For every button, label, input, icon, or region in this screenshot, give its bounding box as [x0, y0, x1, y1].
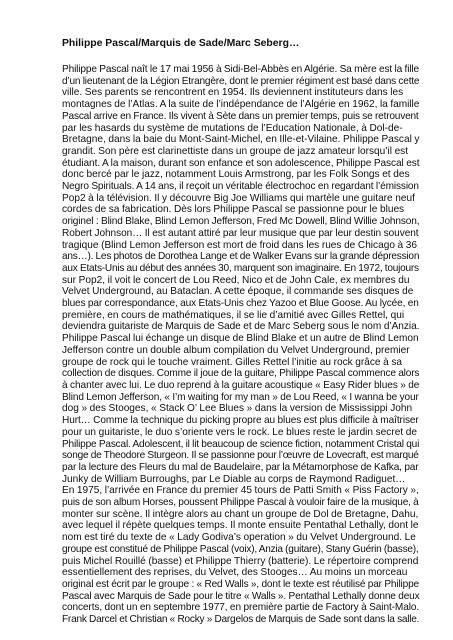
body-line: d’un lieutenant de la Légion Etrangère, dont le premier régiment est basé dans cette [62, 75, 420, 87]
body-line: aux Etats-Unis au début des années 30, marquent son imaginaire. En 1972, toujours [62, 262, 419, 274]
body-line: groupe est constitué de Philippe Pascal (voix), Anzia (guitare), Stany Guérin (basse), [62, 543, 419, 555]
body-line: Velvet Underground, au Bataclan. A cette époque, il commande ses disques de [62, 286, 414, 298]
body-line: pour un guitariste, le duo s’oriente vers le rock. Le blues reste le jardin secret de [62, 426, 417, 438]
body-line: En 1975, l’arrivée en France du premier 45 tours de Patti Smith « Piss Factory », [62, 485, 419, 497]
body-line: Junky de William Burroughs, par Le Diable au corps de Raymond Radiguet… [62, 473, 406, 485]
body-line: Robert Johnson… Il est autant attiré par leur musique que par leur destin souvent [62, 227, 419, 239]
body-line: groupe de rock qui le touche vraiment. Gilles Rettel l’initie au rock grâce à sa [62, 356, 402, 368]
body-line: tragique (Blind Lemon Jefferson est mort de froid dans les rues de Chicago à 36 [62, 239, 417, 251]
body-line: puis Michel Rouillé (basse) et Philippe Thierry (batterie). Le répertoire comprend [62, 555, 419, 567]
body-line: Pop2 à la télévision. Il y découvre Big Joe Williams qui martèle une guitare neuf [62, 192, 415, 204]
document-title: Philippe Pascal/Marquis de Sade/Marc Seberg… [62, 38, 300, 49]
body-line: Pascal avec Marquis de Sade pour le titre « Walls ». Pentathal Lethally donne deux [62, 590, 420, 602]
body-line: cordes de sa fabrication. Dès lors Philippe Pascal se passionne pour le blues [62, 204, 405, 216]
body-line: ans…). Les photos de Dorothea Lange et de Walker Evans sur la grande dépression [62, 251, 420, 263]
body-line: nom est tiré du texte de « Lady Godiva’s operation » du Velvet Underground. Le [62, 532, 416, 544]
body-line: Philippe Pascal lui échange un disque de Blind Blake et un autre de Blind Lemon [62, 333, 419, 345]
body-line: Bretagne, dans la baie du Mont-Saint-Michel, en Ille-et-Vilaine. Philippe Pascal y [62, 134, 420, 146]
body-line: deviendra guitariste de Marquis de Sade et de Marc Seberg sous le nom d’Anzia. [62, 321, 420, 333]
body-line: songe de Theodore Sturgeon. Il se passionne pour l’œuvre de Lovecraft, est marqué [62, 450, 419, 462]
body-line: puis de son album Horses, poussent Philippe Pascal à vouloir faire de la musique, à [62, 497, 419, 509]
body-line: collection de disques. Comme il joue de la guitare, Philippe Pascal commence alors [62, 368, 420, 380]
body-line: ville. Ses parents se rencontrent en 1954. Ils deviennent instituteurs dans les [62, 87, 404, 99]
body-line: concerts, dont un en septembre 1977, en première partie de Factory à Saint-Malo. [62, 602, 420, 614]
body-line: Philippe Pascal. Adolescent, il lit beaucoup de science fiction, notamment Cristal qui [62, 438, 420, 450]
body-line: montagnes de l’Atlas. A la suite de l’indépendance de l’Algérie en 1962, la famille [62, 99, 420, 111]
body-line: Negro Spirituals. A 14 ans, il reçoit un véritable électrochoc en regardant l’émission [62, 181, 419, 193]
body-line: Philippe Pascal naît le 17 mai 1956 à Sidi-Bel-Abbès en Algérie. Sa mère est la fille [62, 64, 419, 75]
body-line: sur Pop2, il voit le concert de Lou Reed, Nico et de John Cale, ex membres du [62, 274, 410, 286]
body-line: monter sur scène. Il intègre alors au chant un groupe de Dol de Bretagne, Dahu, [62, 508, 419, 520]
body-line: à chanter avec lui. Le duo reprend à la guitare acoustique « Easy Rider blues » de [62, 379, 420, 391]
body-line: blues par correspondance, aux Etats-Unis chez Yazoo et Blue Goose. Au lycée, en [62, 298, 419, 310]
body-line: original est écrit par le groupe : « Red Walls », dont le texte est réutilisé par Philippe [62, 578, 420, 590]
body-line: par la lecture des Fleurs du mal de Baudelaire, par la Métamorphose de Kafka, par [62, 461, 419, 473]
document-body [62, 64, 419, 626]
body-line: Frank Darcel et Christian « Rocky » Dargelos de Marquis de Sade sont dans la salle. [62, 614, 420, 626]
body-line: Blind Lemon Jefferson, « I’m waiting for my man » de Lou Reed, « I wanna be your [62, 391, 419, 403]
body-line: dog » des Stooges, « Stack O’ Lee Blues » dans la version de Mississippi John [62, 403, 413, 415]
body-line: première, en cours de mathématiques, il se lie d’amitié avec Gilles Rettel, qui [62, 309, 405, 321]
body-line: par les hasards du système de mutations de l’Education Nationale, à Dol-de- [62, 122, 403, 134]
body-line: Pascal arrive en France. Ils vivent à Sète dans un premier temps, puis se retrouvent [62, 110, 419, 122]
body-line: Jefferson contre un double album compilation du Velvet Underground, premier [62, 344, 410, 356]
body-line: essentiellement des reprises, du Velvet, des Stooges… Au moins un morceau [62, 567, 408, 579]
body-line: avec lequel il répète quelques temps. Il monte ensuite Pentathal Lethally, dont le [62, 520, 419, 532]
body-line: originel : Blind Blake, Blind Lemon Jefferson, Fred Mc Dowell, Blind Willie Johnson, [62, 216, 420, 228]
body-line: étudiant. A la maison, durant son enfance et son adolescence, Philippe Pascal est [62, 157, 420, 169]
body-line: Hurt… Comme la technique du picking propre au blues est plus difficile à maîtriser [62, 415, 419, 427]
body-line: donc bercé par le jazz, notamment Louis Armstrong, par les Folk Songs et des [62, 169, 410, 181]
body-line: grandit. Son père est clarinettiste dans un groupe de jazz amateur lorsqu’il est [62, 145, 409, 157]
